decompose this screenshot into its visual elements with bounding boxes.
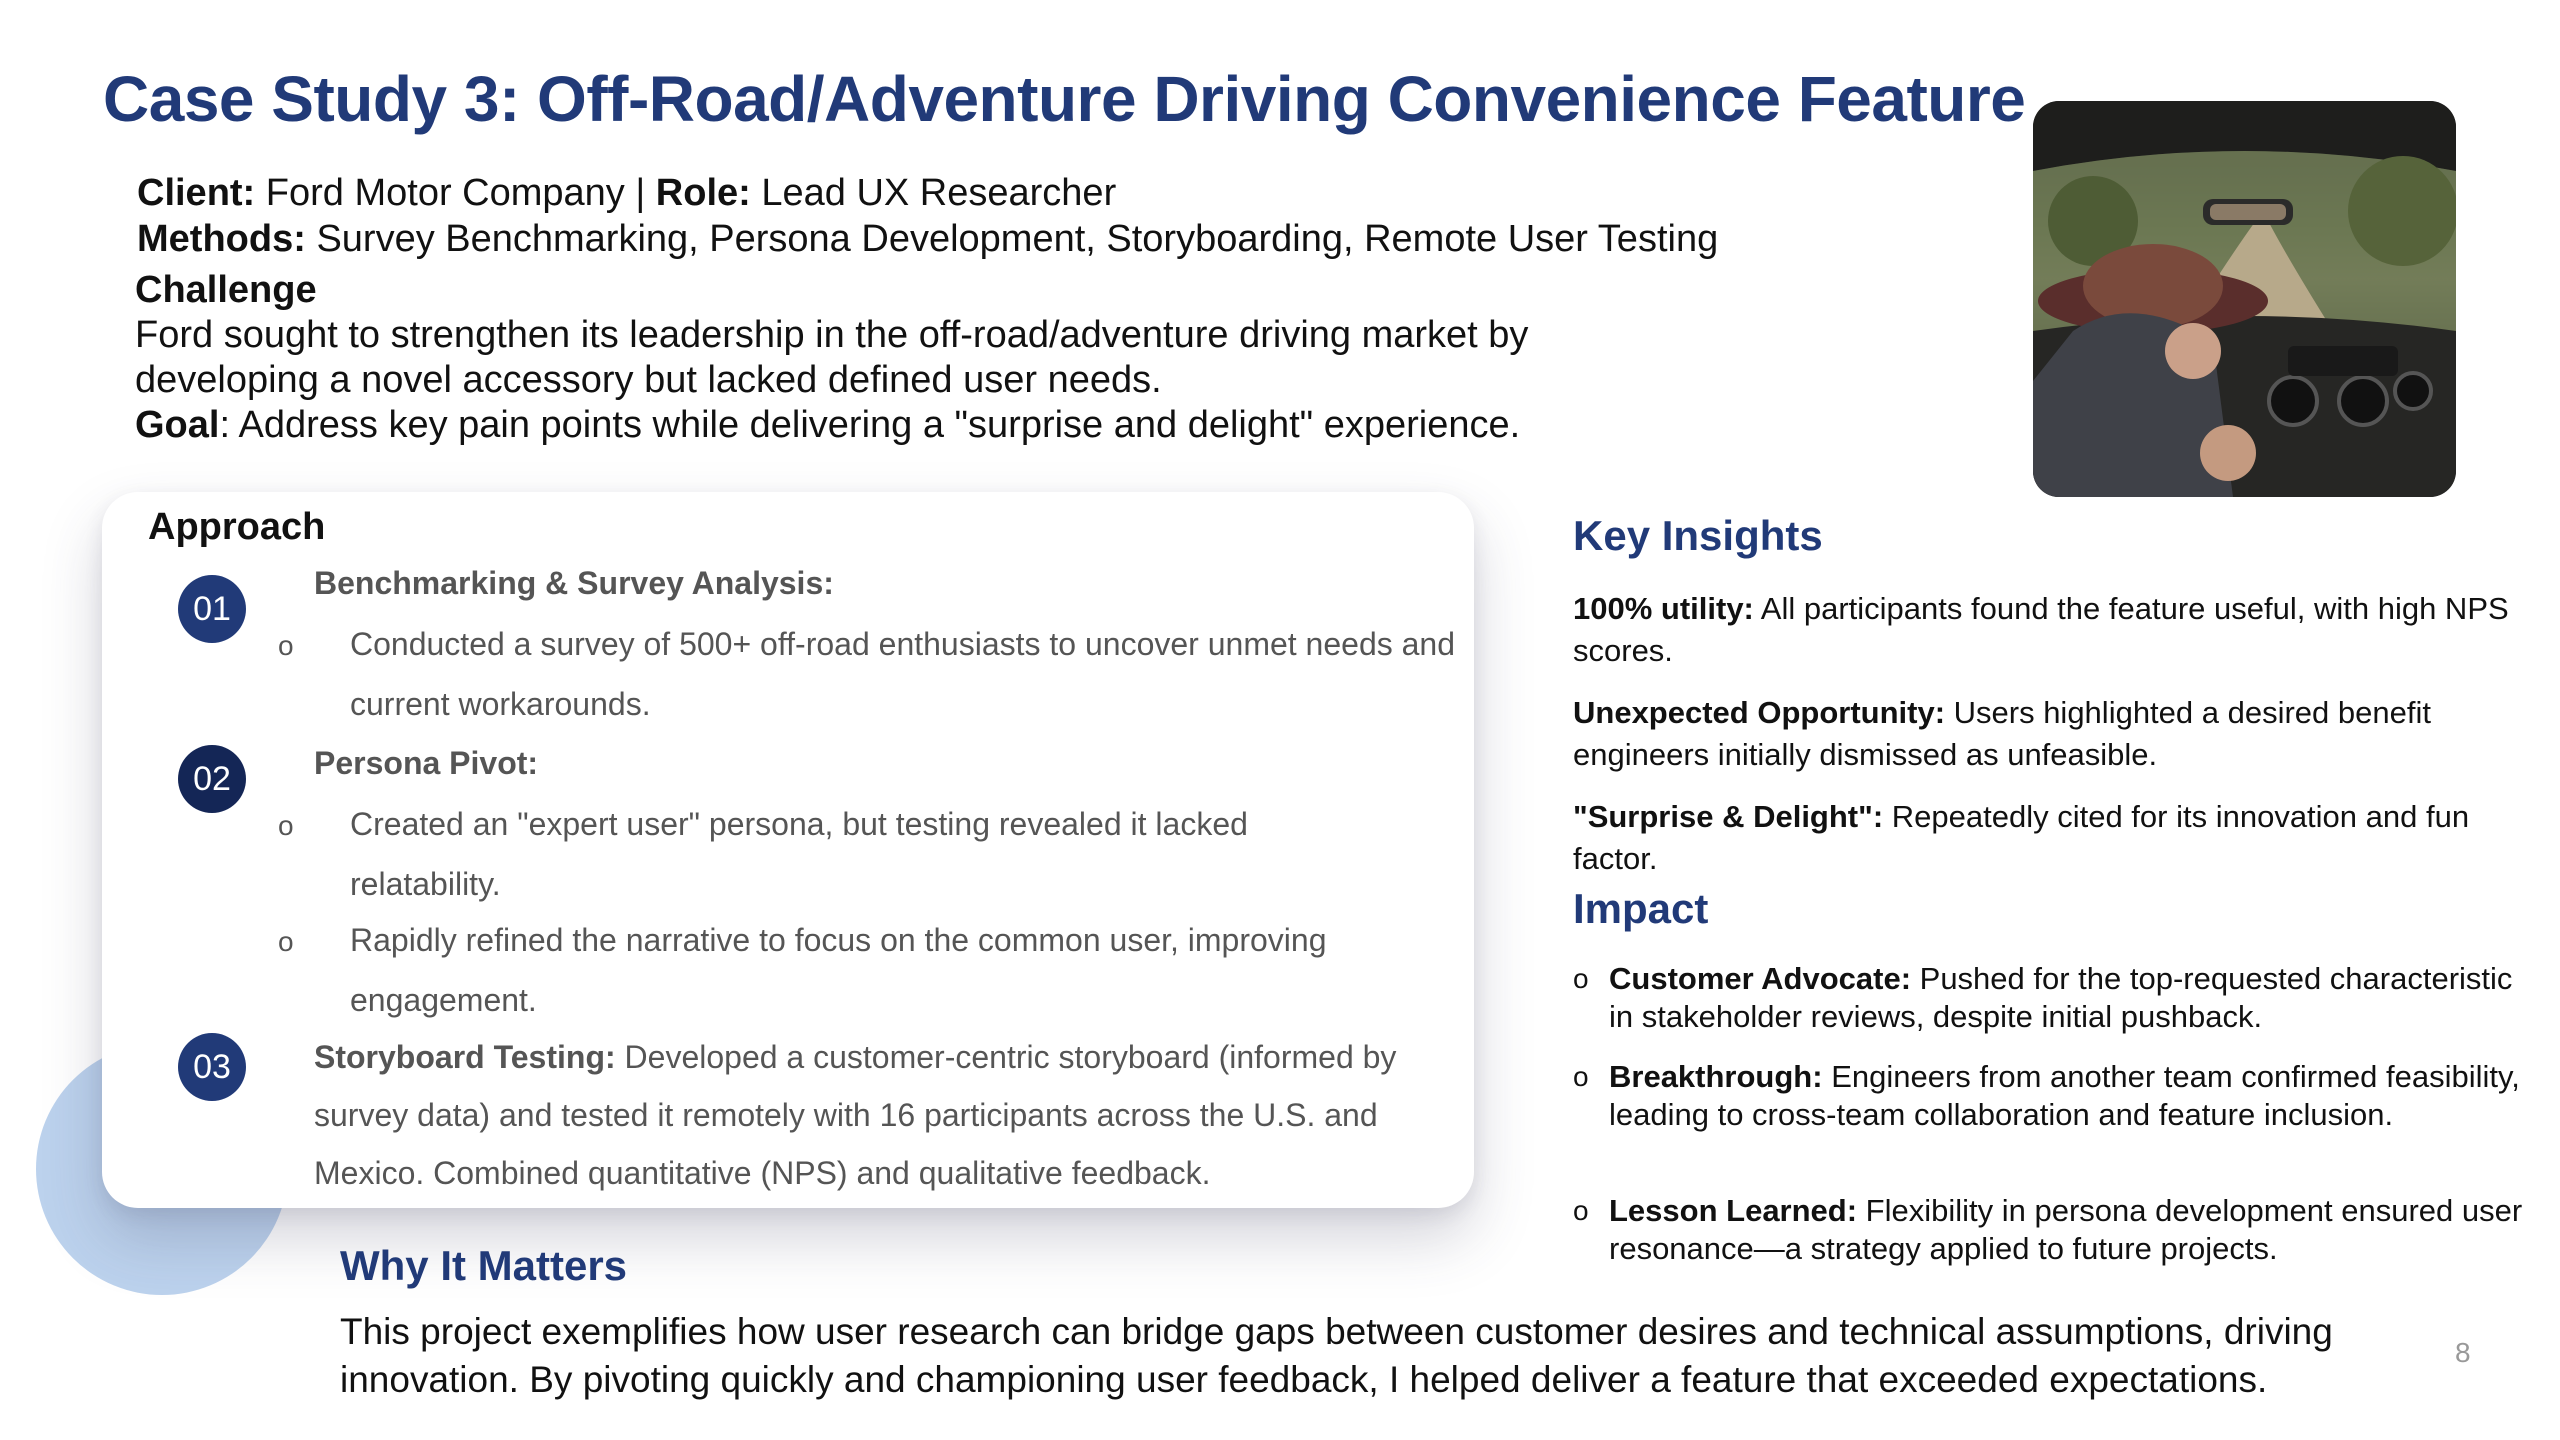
step2-bullet-1: o Created an "expert user" persona, but testing revealed it lacked relatability. <box>314 795 1350 913</box>
slide-title: Case Study 3: Off-Road/Adventure Driving Convenience Feature <box>103 63 2026 135</box>
why-text: This project exemplifies how user research can bridge gaps between customer desires and technical assumptions, driving innovation. By pivoting quickly and championing user feedback, I helped deliver a feature that exceeded expectations. <box>340 1311 2333 1400</box>
step1-bullet-1: o Conducted a survey of 500+ off-road enthusiasts to uncover unmet needs and current workarounds. <box>314 615 1490 733</box>
step3-text: Storyboard Testing: Developed a customer-centric storyboard (informed by survey data) and tested it remotely with 16 participants across the U.S. and Mexico. Combined quantitative (NPS) and qualitative feedback. <box>314 1039 1397 1191</box>
methods-label: Methods: <box>137 218 306 260</box>
project-meta <box>137 170 1718 262</box>
goal-label: Goal <box>135 404 220 446</box>
driver-photo <box>2033 101 2456 497</box>
bullet-marker: o <box>278 810 294 841</box>
bullet-marker: o <box>1573 963 1589 994</box>
driver-photo-illustration <box>2033 101 2456 497</box>
client-value: Ford Motor Company <box>265 172 625 214</box>
approach-title: Approach <box>148 506 326 548</box>
step1-heading: Benchmarking & Survey Analysis: <box>314 565 834 601</box>
challenge-heading: Challenge <box>135 269 317 311</box>
step-badge-02: 02 <box>178 745 246 813</box>
bullet-marker: o <box>1573 1195 1589 1226</box>
bullet-marker: o <box>1573 1061 1589 1092</box>
impact-item-3: o Lesson Learned: Flexibility in persona development ensured user resonance—a strategy applied to future projects. <box>1573 1193 2523 1266</box>
impact-item-1: o Customer Advocate: Pushed for the top-requested characteristic in stakeholder reviews, despite initial pushback. <box>1573 961 2513 1034</box>
goal-text: : Address key pain points while delivering a "surprise and delight" experience. <box>219 404 1521 446</box>
insight-item-2: Unexpected Opportunity: Users highlighted a desired benefit engineers initially dismissed as unfeasible. <box>1573 695 2431 772</box>
why-title: Why It Matters <box>340 1242 628 1289</box>
bullet-marker: o <box>278 926 294 957</box>
client-role-line <box>137 170 1718 216</box>
impact-title: Impact <box>1573 885 1709 932</box>
role-value: Lead UX Researcher <box>761 172 1117 214</box>
step2-heading: Persona Pivot: <box>314 745 539 781</box>
challenge-text: Ford sought to strengthen its leadership in the off-road/adventure driving market by developing a novel accessory but lacked defined user needs. <box>135 314 1529 401</box>
step3-heading: Storyboard Testing: <box>314 1039 616 1075</box>
methods-line <box>137 216 1718 262</box>
step2-bullet-2: o Rapidly refined the narrative to focus on the common user, improving engagement. <box>314 911 1430 1029</box>
methods-value: Survey Benchmarking, Persona Development, Storyboarding, Remote User Testing <box>316 218 1719 260</box>
impact-item-2: o Breakthrough: Engineers from another team confirmed feasibility, leading to cross-team collaboration and feature inclusion. <box>1573 1059 2520 1132</box>
goal-line <box>135 403 1695 448</box>
insight-item-1: 100% utility: All participants found the feature useful, with high NPS scores. <box>1573 591 2509 668</box>
step-badge-01: 01 <box>178 575 246 643</box>
page-number: 8 <box>2455 1337 2471 1368</box>
client-label: Client: <box>137 172 256 214</box>
meta-separator: | <box>635 172 646 214</box>
insight-item-3: "Surprise & Delight": Repeatedly cited for its innovation and fun factor. <box>1573 799 2470 876</box>
role-label: Role: <box>655 172 751 214</box>
step-badge-03: 03 <box>178 1033 246 1101</box>
challenge-section <box>135 268 1695 448</box>
bullet-marker: o <box>278 630 294 661</box>
key-insights-title: Key Insights <box>1573 512 1823 559</box>
